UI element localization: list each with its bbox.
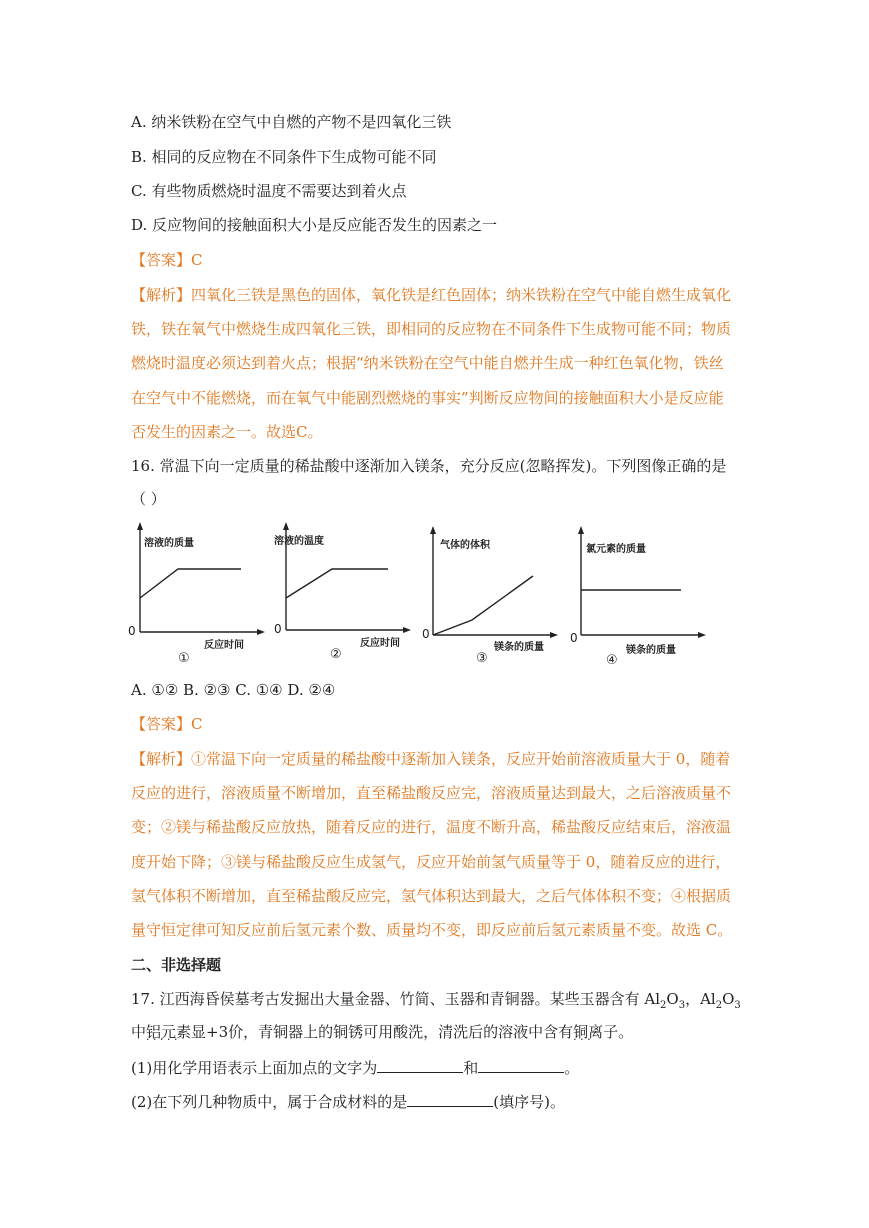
graph-4 — [568, 518, 718, 668]
answer-blank[interactable] — [377, 1058, 463, 1073]
graph-2-xlabel: 反应时间 — [360, 638, 400, 649]
q17-sub2 — [131, 1092, 565, 1112]
graph-4-number: ④ — [606, 653, 618, 668]
graph-1-origin: 0 — [128, 624, 136, 638]
answer-blank[interactable] — [407, 1092, 493, 1107]
q17-text: O — [666, 990, 679, 1008]
q16-analysis-line: 氢气体积不断增加，直至稀盐酸反应完，氢气体积达到最大，之后气体体积不变；④根据质 — [131, 887, 732, 905]
q17-sub1 — [131, 1058, 579, 1078]
graph-1-ylabel: 溶液的质量 — [144, 538, 194, 549]
graph-4-xlabel: 镁条的质量 — [626, 645, 676, 656]
q17-text: 和 — [463, 1059, 479, 1077]
q16-options: A. ①② B. ②③ C. ①④ D. ②④ — [131, 681, 336, 699]
graph-2 — [272, 518, 422, 668]
graph-3-number: ③ — [476, 651, 488, 666]
q17-stem-line2 — [131, 1022, 633, 1042]
graph-1-number: ① — [178, 651, 190, 666]
graph-2-number: ② — [330, 647, 342, 662]
q16-stem: 16. 常温下向一定质量的稀盐酸中逐渐加入镁条，充分反应(忽略挥发)。下列图像正确的是 — [131, 457, 727, 475]
q15-answer: 【答案】C — [131, 251, 203, 269]
q16-analysis-line: 度开始下降；③镁与稀盐酸反应生成氢气，反应开始前氢气质量等于 0，随着反应的进行， — [131, 853, 731, 871]
q15-analysis-line: 铁，铁在氧气中燃烧生成四氧化三铁，即相同的反应物在不同条件下生成物可能不同；物质 — [131, 320, 732, 338]
subscript: 3 — [678, 1000, 686, 1011]
q15-option-b: B. 相同的反应物在不同条件下生成物可能不同 — [131, 148, 437, 166]
graph-3-xlabel: 镁条的质量 — [494, 642, 544, 653]
subscript: 2 — [660, 1000, 667, 1011]
q17-text: ，Al — [685, 990, 716, 1008]
q15-option-a: A. 纳米铁粉在空气中自燃的产物不是四氧化三铁 — [131, 113, 452, 131]
graph-3 — [420, 518, 570, 668]
q15-analysis-line: 否发生的因素之一。故选C。 — [131, 423, 323, 441]
q15-option-d: D. 反应物间的接触面积大小是反应能否发生的因素之一 — [131, 216, 498, 234]
q17-text: (2)在下列几种物质中，属于合成材料的是 — [131, 1093, 408, 1111]
q16-analysis-line: 反应的进行，溶液质量不断增加，直至稀盐酸反应完，溶液质量达到最大，之后溶液质量不 — [131, 784, 732, 802]
q16-analysis-line: 变；②镁与稀盐酸反应放热，随着反应的进行，温度不断升高，稀盐酸反应结束后，溶液温 — [131, 818, 732, 836]
q16-analysis-line: 量守恒定律可知反应前后氢元素个数、质量均不变，即反应前后氢元素质量不变。故选 C。 — [131, 921, 733, 939]
q15-option-c: C. 有些物质燃烧时温度不需要达到着火点 — [131, 182, 407, 200]
q17-text: (填序号)。 — [493, 1093, 565, 1111]
graph-3-origin: 0 — [422, 627, 430, 641]
q17-text: 。 — [564, 1059, 580, 1077]
q16-analysis-line: 【解析】①常温下向一定质量的稀盐酸中逐渐加入镁条，反应开始前溶液质量大于 0，随着 — [131, 750, 731, 768]
q16-stem-bracket: （ ） — [131, 490, 166, 508]
emphasized-text: 铝元素显+3 · · · — [146, 1023, 228, 1041]
q15-analysis-line: 在空气中不能燃烧，而在氧气中能剧烈燃烧的事实”判断反应物间的接触面积大小是反应能 — [131, 389, 724, 407]
graph-2-origin: 0 — [274, 622, 282, 636]
q16-answer: 【答案】C — [131, 715, 203, 733]
graph-1 — [126, 518, 276, 668]
graph-4-ylabel: 氯元素的质量 — [586, 544, 646, 555]
q17-text: O — [722, 990, 735, 1008]
q17-text: 价，青铜器上的铜锈可用酸洗，清洗后的溶液中含有 — [228, 1023, 574, 1041]
graph-1-xlabel: 反应时间 — [204, 640, 244, 651]
q17-text: 17. 江西海昏侯墓考古发掘出大量金器、竹简、玉器和青铜器。某些玉器含有 Al — [131, 990, 661, 1008]
section-heading: 二、非选择题 — [131, 956, 222, 974]
subscript: 3 — [734, 1000, 741, 1011]
emphasized-text: 铜离子 · · · — [573, 1023, 618, 1041]
subscript: 2 — [715, 1000, 723, 1011]
graph-4-origin: 0 — [570, 631, 578, 645]
q15-analysis-line: 【解析】四氧化三铁是黑色的固体，氧化铁是红色固体；纳米铁粉在空气中能自燃生成氧化 — [131, 286, 732, 304]
q17-text: (1)用化学用语表示上面加点的文字为 — [131, 1059, 378, 1077]
graph-2-ylabel: 溶液的温度 — [274, 536, 324, 547]
q17-text: 中 — [131, 1023, 147, 1041]
q17-text: 。 — [618, 1023, 634, 1041]
q15-analysis-line: 燃烧时温度必须达到着火点；根据“纳米铁粉在空气中能自燃并生成一种红色氧化物，铁丝 — [131, 354, 724, 372]
q17-stem-line1 — [131, 989, 741, 1016]
answer-blank[interactable] — [478, 1058, 564, 1073]
graph-3-ylabel: 气体的体积 — [440, 540, 490, 551]
